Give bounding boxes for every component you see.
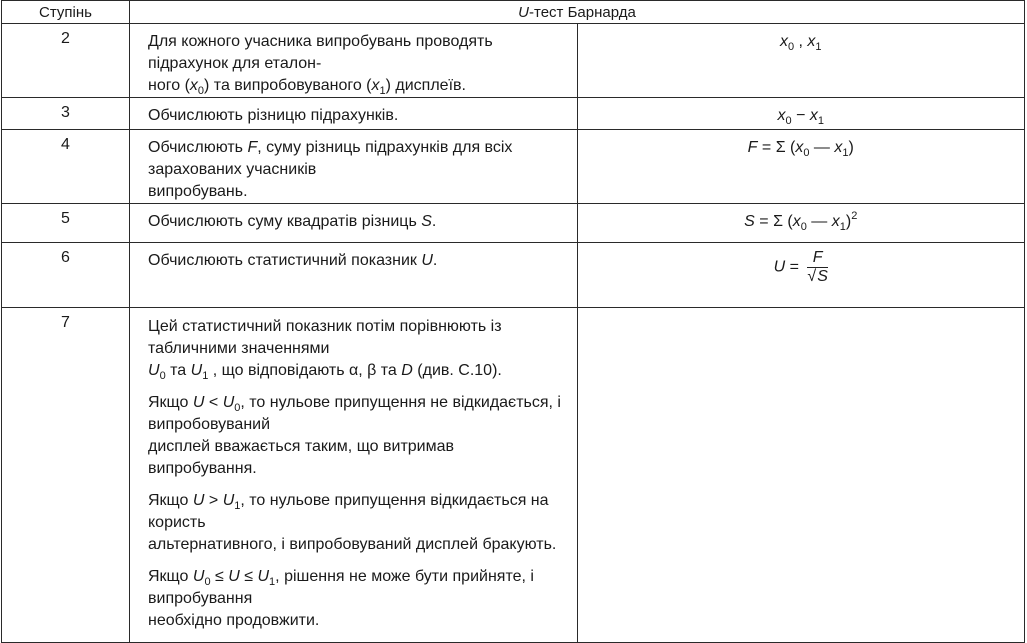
step-description: Обчислюють різницю підрахунків. <box>130 98 578 130</box>
barnard-u-test-table <box>1 0 1025 643</box>
step-description: Для кожного учасника випробувань проводять підрахунок для еталон- ного $(x_0)$ та випробовуваного $(x_1)$ дисплеїв. <box>130 24 578 98</box>
step-formula: U = $\frac{F}{√S}$ <box>577 243 1025 308</box>
step-description: Обчислюють суму квадратів різниць S. <box>130 204 578 243</box>
step-number: 6 <box>2 243 130 308</box>
step-formula: F = Σ ($x_0$ — $x_1$) <box>577 130 1025 204</box>
step-number: 4 <box>2 130 130 204</box>
paragraph: Якщо $U > U_1$, то нульове припущення відкидається на користь альтернативного, і випробовуваний дисплей бракують. <box>148 492 557 553</box>
table-header-row <box>2 1 1025 24</box>
step-description: Обчислюють F, суму різниць підрахунків для всіх зарахованих учасників випробувань. <box>130 130 578 204</box>
paragraph: Цей статистичний показник потім порівнюють із табличними значеннями $U_0$ та $U_1$ , що відповідають α, β та D (див. С.10). <box>148 318 502 382</box>
fraction: $\frac{F}{√S}$ <box>807 249 828 285</box>
step-number: 7 <box>2 308 130 643</box>
header-step: Ступінь <box>2 1 130 24</box>
paragraph: Якщо $U_0 \le U \le U_1$, рішення не може бути прийняте, і випробування необхідно продовжити. <box>148 568 534 629</box>
step-formula: $x_0 - x_1$ <box>577 98 1025 130</box>
table-row <box>2 24 1025 98</box>
paragraph: Якщо $U < U_0$, то нульове припущення не відкидається, і випробовуваний дисплей вважається таким, що витримав випробування. <box>148 394 561 477</box>
step-description: Обчислюють статистичний показник U. <box>130 243 578 308</box>
step-number: 5 <box>2 204 130 243</box>
table-row <box>2 204 1025 243</box>
header-title: U-тест Барнарда <box>130 1 1025 24</box>
step-formula-empty <box>577 308 1025 643</box>
step-description <box>130 308 578 643</box>
table-row <box>2 98 1025 130</box>
table-row <box>2 308 1025 643</box>
step-formula: $x_0$ , $x_1$ <box>577 24 1025 98</box>
step-formula: S = Σ ($x_0$ — $x_1)^2$ <box>577 204 1025 243</box>
table-row <box>2 243 1025 308</box>
table-row <box>2 130 1025 204</box>
step-number: 3 <box>2 98 130 130</box>
step-number: 2 <box>2 24 130 98</box>
